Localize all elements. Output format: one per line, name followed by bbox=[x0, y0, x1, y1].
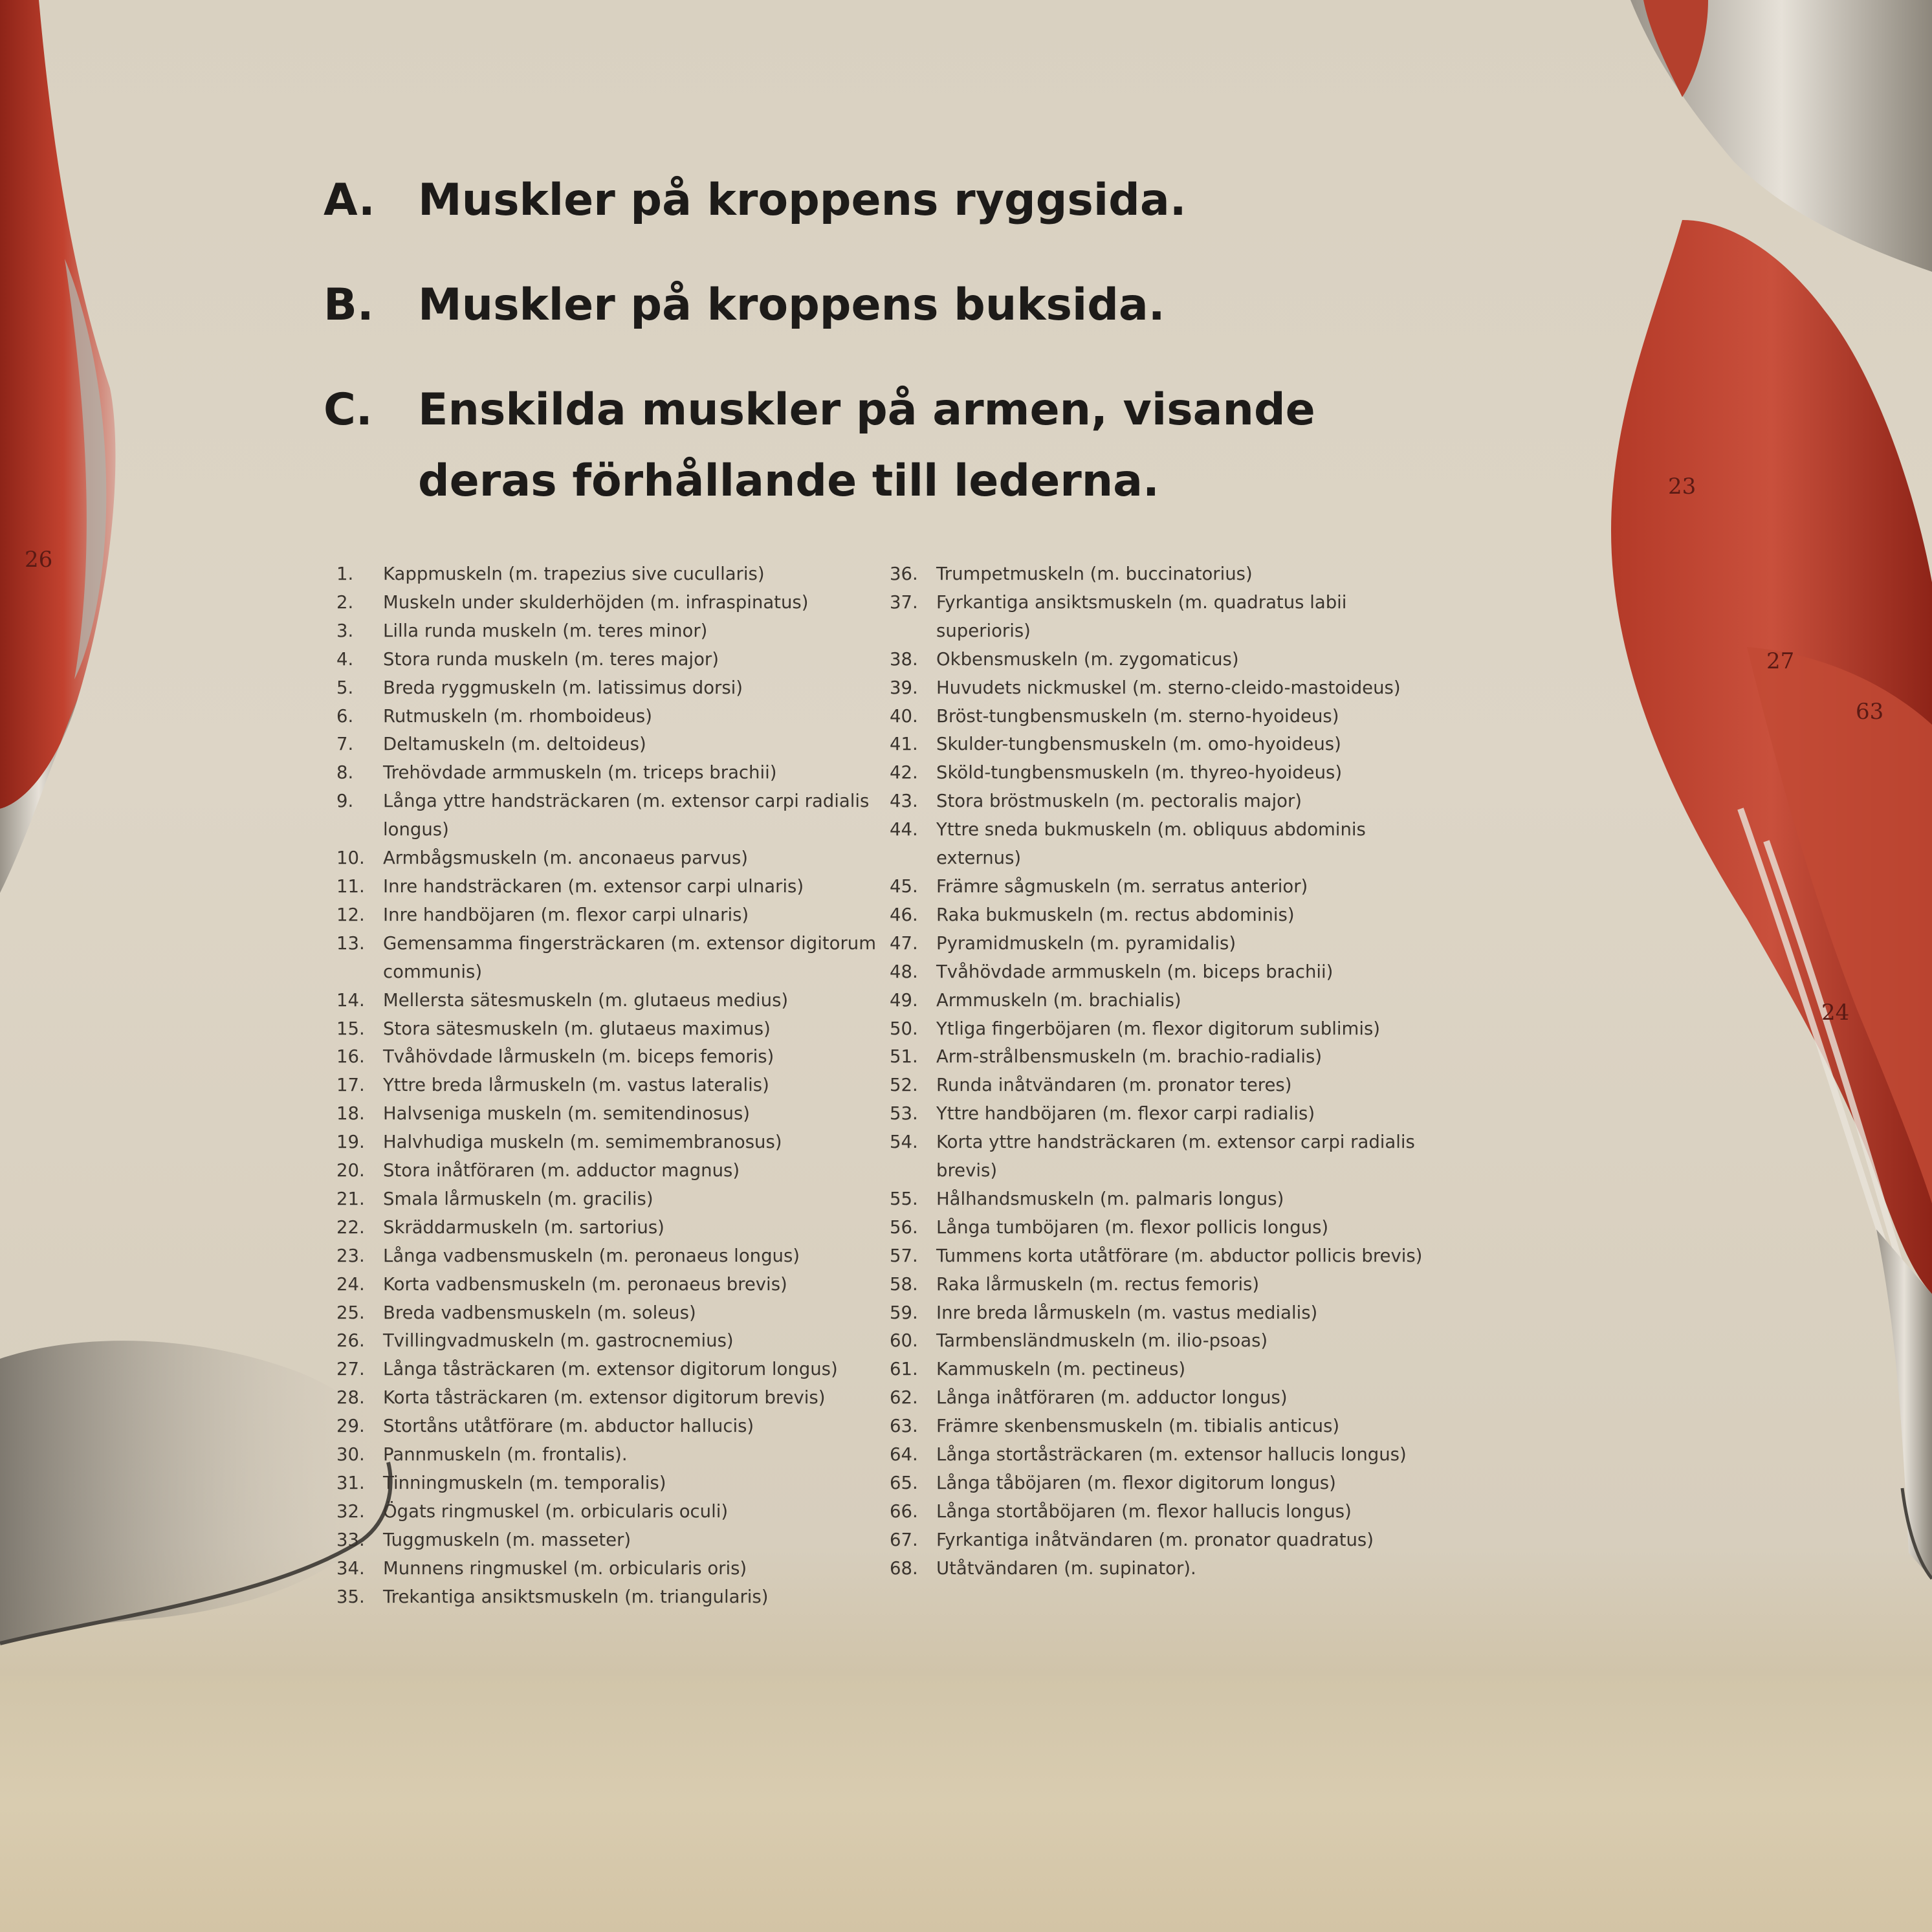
legend-entry-text: Ögats ringmuskel (m. orbicularis oculi) bbox=[383, 1500, 729, 1522]
legend-entry-text: Okbensmuskeln (m. zygomaticus) bbox=[936, 648, 1239, 670]
legend-entry-number: 57. bbox=[890, 1245, 918, 1266]
legend-entry bbox=[336, 1242, 880, 1271]
legend-entry-number: 33. bbox=[336, 1529, 365, 1550]
legend-entry-number: 21. bbox=[336, 1188, 365, 1209]
legend-entry-text: Rutmuskeln (m. rhomboideus) bbox=[383, 705, 652, 727]
legend-entry bbox=[336, 873, 880, 901]
legend-entry-text: Raka lårmuskeln (m. rectus femoris) bbox=[936, 1273, 1260, 1295]
legend-entry-text: Utåtvändaren (m. supinator). bbox=[936, 1557, 1196, 1579]
legend-entry-number: 27. bbox=[336, 1359, 365, 1380]
legend-entry-number: 2. bbox=[336, 591, 354, 613]
legend-entry bbox=[890, 1185, 1433, 1214]
legend-entry-number: 19. bbox=[336, 1132, 365, 1153]
legend-entry-number: 68. bbox=[890, 1557, 918, 1579]
legend-entry-number: 65. bbox=[890, 1473, 918, 1493]
legend-entry bbox=[890, 1469, 1433, 1498]
figure-label-27: 27 bbox=[1766, 648, 1795, 674]
legend-entry bbox=[336, 617, 880, 646]
legend-entry bbox=[890, 560, 1433, 589]
legend-entry bbox=[336, 1469, 880, 1498]
legend-entry-text: Tarmbensländmuskeln (m. ilio-psoas) bbox=[936, 1330, 1268, 1352]
legend-entry bbox=[890, 703, 1433, 731]
legend-entry-text: Tvåhövdade armmuskeln (m. biceps brachii) bbox=[936, 961, 1334, 982]
legend-entry bbox=[890, 1214, 1433, 1242]
legend-entry-number: 58. bbox=[890, 1273, 918, 1295]
heading-letter: B. bbox=[324, 280, 374, 331]
legend-entry-text: Fyrkantiga ansiktsmuskeln (m. quadratus labii superioris) bbox=[936, 591, 1347, 641]
legend-entry-number: 9. bbox=[336, 791, 354, 812]
legend-entry-number: 28. bbox=[336, 1387, 365, 1409]
legend-entry-text: Yttre breda lårmuskeln (m. vastus lateralis) bbox=[383, 1075, 769, 1096]
legend-entry bbox=[890, 958, 1433, 987]
legend-entry-number: 36. bbox=[890, 564, 918, 584]
legend-entry bbox=[336, 787, 880, 844]
legend-entry bbox=[336, 1441, 880, 1469]
legend-entry bbox=[336, 1100, 880, 1128]
legend-entry-text: Långa inåtföraren (m. adductor longus) bbox=[936, 1387, 1288, 1409]
legend-entry-number: 14. bbox=[336, 989, 365, 1011]
legend-entry-number: 41. bbox=[890, 734, 918, 755]
legend-entry-number: 52. bbox=[890, 1075, 918, 1096]
legend-entry-number: 4. bbox=[336, 648, 354, 670]
legend-entry-text: Främre sågmuskeln (m. serratus anterior) bbox=[936, 875, 1308, 897]
figure-label-24: 24 bbox=[1821, 1000, 1850, 1026]
legend-entry-text: Ytliga fingerböjaren (m. flexor digitorum sublimis) bbox=[936, 1018, 1381, 1039]
legend-entry-text: Tummens korta utåtförare (m. abductor pollicis brevis) bbox=[936, 1245, 1423, 1266]
legend-entry-number: 63. bbox=[890, 1416, 918, 1437]
legend-entry-number: 7. bbox=[336, 734, 354, 755]
legend-entry bbox=[336, 560, 880, 589]
legend-entry-text: Skulder-tungbensmuskeln (m. omo-hyoideus) bbox=[936, 734, 1341, 755]
legend-entry-number: 20. bbox=[336, 1160, 365, 1181]
legend-entry bbox=[890, 1015, 1433, 1044]
legend-entry-text: Yttre sneda bukmuskeln (m. obliquus abdominis externus) bbox=[936, 819, 1366, 869]
legend-entry bbox=[890, 1271, 1433, 1299]
legend-entry bbox=[336, 1356, 880, 1384]
legend-entry bbox=[336, 1299, 880, 1328]
left-foot-shadow bbox=[0, 1341, 391, 1643]
legend-entry bbox=[890, 787, 1433, 816]
legend-entry-text: Inre handsträckaren (m. extensor carpi ulnaris) bbox=[383, 875, 804, 897]
legend-entry-number: 10. bbox=[336, 848, 365, 869]
legend-entry-text: Lilla runda muskeln (m. teres minor) bbox=[383, 620, 708, 641]
legend-entry bbox=[336, 1412, 880, 1441]
figure-label-26: 26 bbox=[25, 547, 53, 573]
legend-entry bbox=[336, 646, 880, 674]
legend-entry-number: 55. bbox=[890, 1188, 918, 1209]
legend-entry bbox=[336, 1071, 880, 1100]
legend-entry-text: Halvhudiga muskeln (m. semimembranosus) bbox=[383, 1132, 782, 1153]
legend-entry bbox=[336, 1583, 880, 1612]
legend-entry bbox=[336, 930, 880, 987]
legend-entry bbox=[890, 901, 1433, 930]
legend-entry bbox=[890, 1356, 1433, 1384]
legend-entry bbox=[890, 1327, 1433, 1356]
legend-entry-number: 67. bbox=[890, 1529, 918, 1550]
legend-entry-number: 11. bbox=[336, 875, 365, 897]
legend-entry-text: Långa tåböjaren (m. flexor digitorum longus) bbox=[936, 1473, 1336, 1493]
legend-column-right bbox=[890, 560, 1433, 1583]
heading-b bbox=[324, 270, 1456, 341]
legend-entry bbox=[890, 1128, 1433, 1185]
legend-entry-number: 46. bbox=[890, 904, 918, 925]
legend-entry-number: 47. bbox=[890, 932, 918, 954]
legend-entry-number: 26. bbox=[336, 1330, 365, 1352]
legend-entry bbox=[336, 1214, 880, 1242]
legend-entry-number: 6. bbox=[336, 705, 354, 727]
legend-entry-text: Pannmuskeln (m. frontalis). bbox=[383, 1444, 628, 1465]
legend-entry-number: 49. bbox=[890, 989, 918, 1011]
legend-entry bbox=[336, 1128, 880, 1157]
legend-entry bbox=[890, 873, 1433, 901]
legend-entry-text: Långa tåsträckaren (m. extensor digitorum longus) bbox=[383, 1359, 838, 1380]
heading-a bbox=[324, 165, 1456, 236]
legend-entry-number: 31. bbox=[336, 1473, 365, 1493]
legend-entry-number: 43. bbox=[890, 791, 918, 812]
legend-entry-number: 5. bbox=[336, 677, 354, 698]
legend-entry-text: Bröst-tungbensmuskeln (m. sterno-hyoideus) bbox=[936, 705, 1339, 727]
legend-entry bbox=[336, 844, 880, 873]
legend-entry-number: 59. bbox=[890, 1302, 918, 1323]
legend-entry bbox=[890, 987, 1433, 1015]
legend-entry-text: Stora bröstmuskeln (m. pectoralis major) bbox=[936, 791, 1302, 812]
legend-entry bbox=[890, 816, 1433, 873]
legend-entry-number: 16. bbox=[336, 1046, 365, 1068]
legend-entry bbox=[336, 1526, 880, 1555]
legend-entry bbox=[336, 987, 880, 1015]
legend-entry-text: Halvseniga muskeln (m. semitendinosus) bbox=[383, 1103, 750, 1125]
legend-entry-number: 40. bbox=[890, 705, 918, 727]
legend-entry bbox=[890, 1043, 1433, 1071]
legend-entry bbox=[890, 1299, 1433, 1328]
legend-entry bbox=[336, 901, 880, 930]
legend-column-left bbox=[336, 560, 880, 1612]
legend-entry-number: 66. bbox=[890, 1500, 918, 1522]
legend-entry bbox=[890, 646, 1433, 674]
legend-entry-text: Tvåhövdade lårmuskeln (m. biceps femoris) bbox=[383, 1046, 774, 1068]
legend-entry-number: 22. bbox=[336, 1216, 365, 1238]
legend-entry-text: Muskeln under skulderhöjden (m. infraspinatus) bbox=[383, 591, 809, 613]
legend-entry-number: 25. bbox=[336, 1302, 365, 1323]
legend-entry bbox=[890, 730, 1433, 759]
legend-entry-text: Gemensamma fingersträckaren (m. extensor digitorum communis) bbox=[383, 932, 876, 982]
section-headings bbox=[324, 165, 1456, 551]
legend-entry-number: 18. bbox=[336, 1103, 365, 1125]
legend-entry bbox=[890, 589, 1433, 646]
legend-entry bbox=[336, 1157, 880, 1185]
legend-entry bbox=[336, 1498, 880, 1526]
legend-entry-number: 48. bbox=[890, 961, 918, 982]
heading-text: Enskilda muskler på armen, visande deras förhållande till lederna. bbox=[418, 384, 1315, 507]
legend-entry bbox=[336, 1015, 880, 1044]
legend-entry-text: Korta yttre handsträckaren (m. extensor carpi radialis brevis) bbox=[936, 1132, 1415, 1181]
legend-entry-number: 13. bbox=[336, 932, 365, 954]
legend-entry-text: Kammuskeln (m. pectineus) bbox=[936, 1359, 1186, 1380]
heading-c bbox=[324, 375, 1456, 517]
legend-entry-text: Munnens ringmuskel (m. orbicularis oris) bbox=[383, 1557, 747, 1579]
legend-entry bbox=[336, 730, 880, 759]
legend-entry-text: Runda inåtvändaren (m. pronator teres) bbox=[936, 1075, 1292, 1096]
legend-entry bbox=[890, 674, 1433, 703]
legend-entry-number: 39. bbox=[890, 677, 918, 698]
legend-entry bbox=[336, 589, 880, 617]
legend-entry-number: 60. bbox=[890, 1330, 918, 1352]
legend-entry-text: Trumpetmuskeln (m. buccinatorius) bbox=[936, 564, 1253, 584]
legend-entry-text: Mellersta sätesmuskeln (m. glutaeus medius) bbox=[383, 989, 789, 1011]
legend-entry-text: Långa vadbensmuskeln (m. peronaeus longus) bbox=[383, 1245, 800, 1266]
legend-entry-text: Stora sätesmuskeln (m. glutaeus maximus) bbox=[383, 1018, 771, 1039]
legend-entry bbox=[336, 1327, 880, 1356]
legend-entry-number: 30. bbox=[336, 1444, 365, 1465]
legend-entry bbox=[336, 1185, 880, 1214]
legend-entry-number: 17. bbox=[336, 1075, 365, 1096]
legend-entry-text: Tinningmuskeln (m. temporalis) bbox=[383, 1473, 666, 1493]
legend-entry-text: Stora inåtföraren (m. adductor magnus) bbox=[383, 1160, 740, 1181]
legend-entry bbox=[336, 1555, 880, 1583]
legend-entry-text: Trehövdade armmuskeln (m. triceps brachii) bbox=[383, 762, 777, 784]
legend-entry-number: 15. bbox=[336, 1018, 365, 1039]
legend-entry-text: Stora runda muskeln (m. teres major) bbox=[383, 648, 719, 670]
legend-entry-text: Tuggmuskeln (m. masseter) bbox=[383, 1529, 631, 1550]
legend-entry bbox=[336, 759, 880, 787]
legend-entry-number: 35. bbox=[336, 1586, 365, 1607]
legend-entry bbox=[336, 1271, 880, 1299]
legend-entry-number: 44. bbox=[890, 819, 918, 840]
figure-label-63: 63 bbox=[1856, 699, 1884, 725]
legend-entry-number: 61. bbox=[890, 1359, 918, 1380]
legend-entry-text: Breda vadbensmuskeln (m. soleus) bbox=[383, 1302, 696, 1323]
legend-entry bbox=[336, 1043, 880, 1071]
legend-entry-number: 64. bbox=[890, 1444, 918, 1465]
legend-entry bbox=[890, 1071, 1433, 1100]
legend-entry-text: Tvillingvadmuskeln (m. gastrocnemius) bbox=[383, 1330, 734, 1352]
legend-entry bbox=[890, 1100, 1433, 1128]
legend-entry-number: 29. bbox=[336, 1416, 365, 1437]
legend-entry-number: 34. bbox=[336, 1557, 365, 1579]
legend-entry bbox=[890, 1498, 1433, 1526]
legend-entry-number: 1. bbox=[336, 564, 354, 584]
legend-entry-number: 42. bbox=[890, 762, 918, 784]
legend-entry-number: 8. bbox=[336, 762, 354, 784]
legend-entry bbox=[890, 1526, 1433, 1555]
legend-entry bbox=[336, 674, 880, 703]
legend-entry bbox=[890, 930, 1433, 958]
legend-entry-text: Korta tåsträckaren (m. extensor digitorum brevis) bbox=[383, 1387, 826, 1409]
legend-entry-text: Långa stortåböjaren (m. flexor hallucis longus) bbox=[936, 1500, 1352, 1522]
legend-entry-text: Pyramidmuskeln (m. pyramidalis) bbox=[936, 932, 1236, 954]
legend-entry bbox=[890, 1555, 1433, 1583]
legend-entry bbox=[890, 1412, 1433, 1441]
legend-entry-text: Breda ryggmuskeln (m. latissimus dorsi) bbox=[383, 677, 743, 698]
legend-entry bbox=[890, 1441, 1433, 1469]
legend-entry-number: 45. bbox=[890, 875, 918, 897]
legend-entry-text: Hålhandsmuskeln (m. palmaris longus) bbox=[936, 1188, 1284, 1209]
legend-entry-text: Fyrkantiga inåtvändaren (m. pronator quadratus) bbox=[936, 1529, 1374, 1550]
legend-entry-number: 62. bbox=[890, 1387, 918, 1409]
legend-entry bbox=[336, 1384, 880, 1412]
legend-entry-text: Armbågsmuskeln (m. anconaeus parvus) bbox=[383, 848, 749, 869]
legend-entry-number: 50. bbox=[890, 1018, 918, 1039]
legend-entry-number: 53. bbox=[890, 1103, 918, 1125]
legend-entry-number: 54. bbox=[890, 1132, 918, 1153]
legend-entry-text: Huvudets nickmuskel (m. sterno-cleido-mastoideus) bbox=[936, 677, 1401, 698]
heading-letter: A. bbox=[324, 175, 375, 226]
legend-entry bbox=[336, 703, 880, 731]
legend-entry-text: Långa yttre handsträckaren (m. extensor carpi radialis longus) bbox=[383, 791, 870, 840]
legend-entry bbox=[890, 1384, 1433, 1412]
legend-entry-text: Inre handböjaren (m. flexor carpi ulnaris) bbox=[383, 904, 749, 925]
legend-entry-text: Långa stortåsträckaren (m. extensor hallucis longus) bbox=[936, 1444, 1407, 1465]
legend-entry-number: 51. bbox=[890, 1046, 918, 1068]
legend-entry bbox=[890, 759, 1433, 787]
legend-entry-text: Stortåns utåtförare (m. abductor hallucis) bbox=[383, 1416, 754, 1437]
figure-label-23: 23 bbox=[1668, 474, 1696, 499]
legend-entry-text: Raka bukmuskeln (m. rectus abdominis) bbox=[936, 904, 1295, 925]
heading-text: Muskler på kroppens buksida. bbox=[418, 280, 1165, 331]
legend-entry bbox=[890, 1242, 1433, 1271]
heading-letter: C. bbox=[324, 384, 373, 435]
legend-entry-text: Smala lårmuskeln (m. gracilis) bbox=[383, 1188, 653, 1209]
legend-entry-number: 38. bbox=[890, 648, 918, 670]
legend-entry-text: Kappmuskeln (m. trapezius sive cucullaris) bbox=[383, 564, 765, 584]
legend-entry-text: Arm-strålbensmuskeln (m. brachio-radialis) bbox=[936, 1046, 1323, 1068]
heading-text: Muskler på kroppens ryggsida. bbox=[418, 175, 1187, 226]
legend-entry-text: Långa tumböjaren (m. flexor pollicis longus) bbox=[936, 1216, 1329, 1238]
legend-entry-text: Inre breda lårmuskeln (m. vastus medialis) bbox=[936, 1302, 1318, 1323]
legend-entry-number: 3. bbox=[336, 620, 354, 641]
legend-entry-text: Skräddarmuskeln (m. sartorius) bbox=[383, 1216, 664, 1238]
legend-entry-number: 23. bbox=[336, 1245, 365, 1266]
legend-entry-text: Främre skenbensmuskeln (m. tibialis anticus) bbox=[936, 1416, 1340, 1437]
legend-entry-text: Armmuskeln (m. brachialis) bbox=[936, 989, 1181, 1011]
legend-entry-number: 56. bbox=[890, 1216, 918, 1238]
legend-entry-text: Yttre handböjaren (m. flexor carpi radialis) bbox=[936, 1103, 1315, 1125]
legend-entry-text: Korta vadbensmuskeln (m. peronaeus brevis) bbox=[383, 1273, 787, 1295]
legend-entry-number: 24. bbox=[336, 1273, 365, 1295]
legend-entry-number: 12. bbox=[336, 904, 365, 925]
legend-entry-text: Deltamuskeln (m. deltoideus) bbox=[383, 734, 646, 755]
legend-entry-text: Sköld-tungbensmuskeln (m. thyreo-hyoideus) bbox=[936, 762, 1343, 784]
legend-entry-number: 37. bbox=[890, 591, 918, 613]
legend-entry-number: 32. bbox=[336, 1500, 365, 1522]
legend-entry-text: Trekantiga ansiktsmuskeln (m. triangularis) bbox=[383, 1586, 769, 1607]
